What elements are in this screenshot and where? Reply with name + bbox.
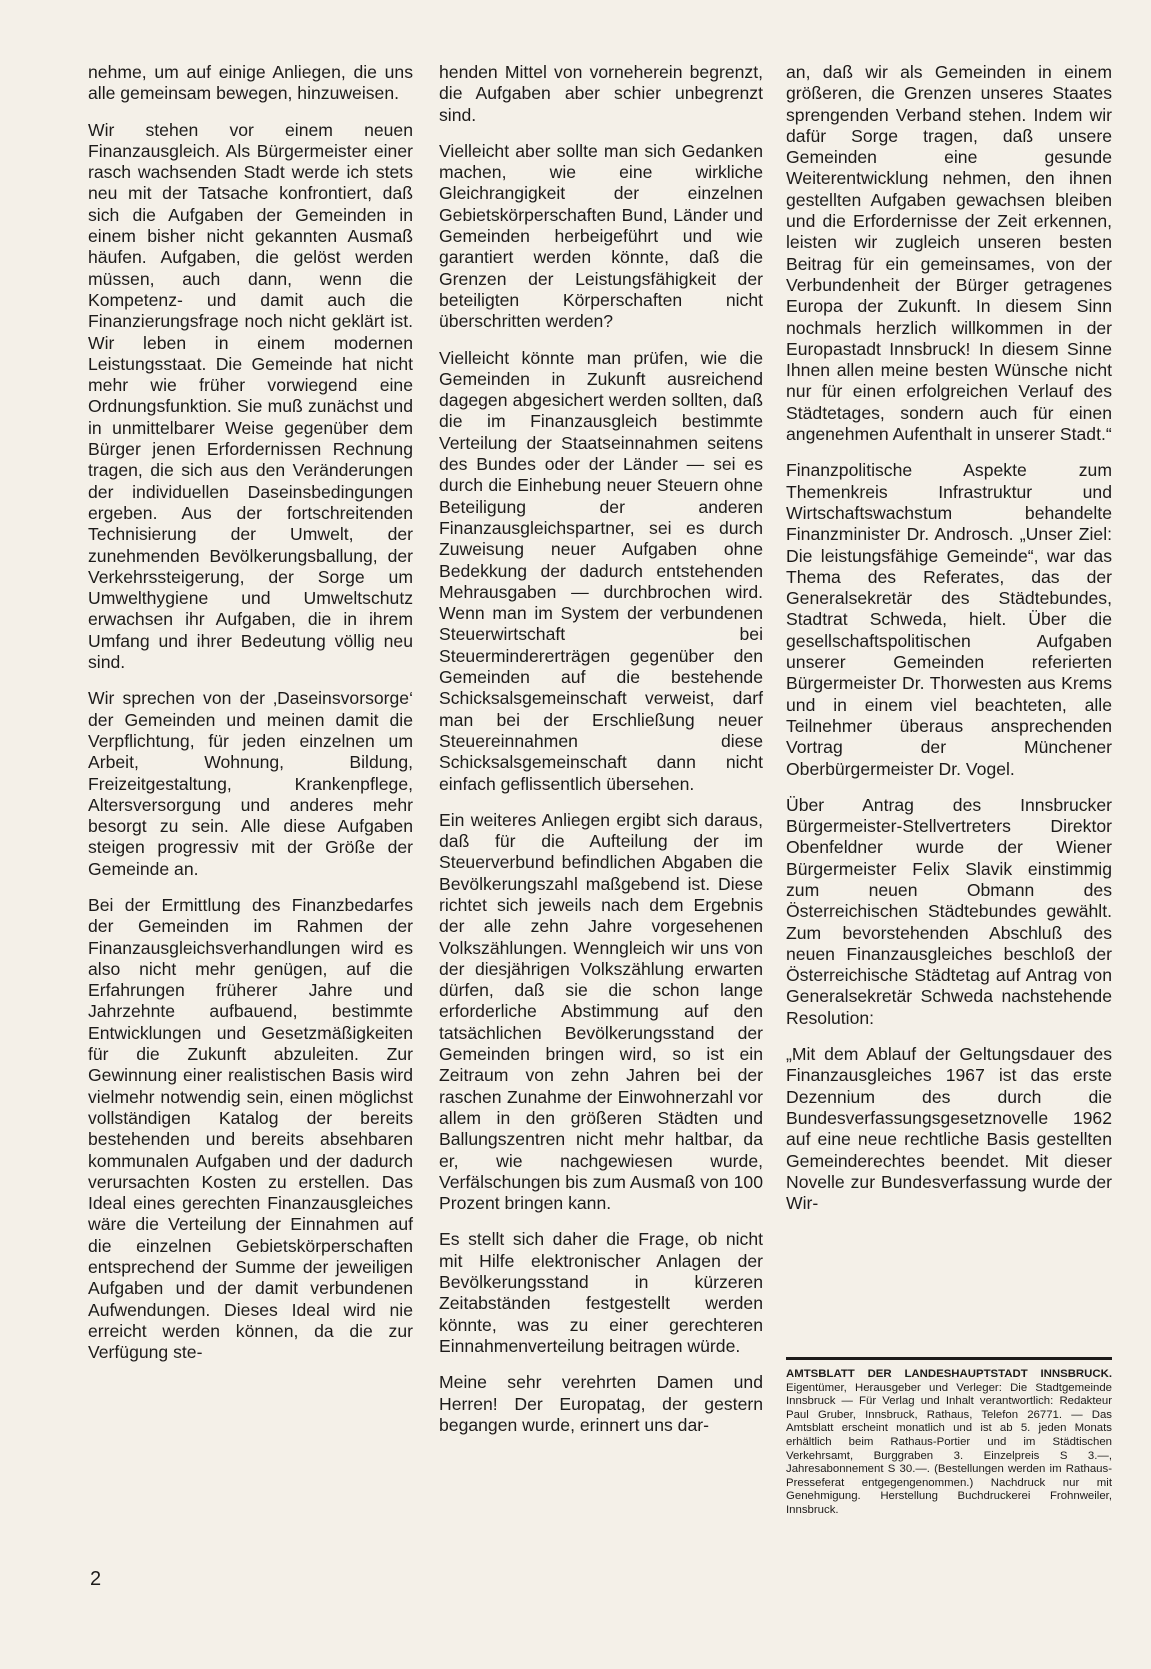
paragraph: Vielleicht könnte man prüfen, wie die Gemeinden in Zukunft ausreichend dagegen abgesichert werden sollten, daß die im Finanzausgleich bestimmte Verteilung der Staatseinnahmen seitens des Bundes oder der Länder — sei es durch die Einhebung neuer Steuern ohne Beteiligung der anderen Finanzausgleichspartner, sei es durch Zuweisung neuer Aufgaben ohne Bedekkung der dadurch entstehenden Mehrausgaben — durchbrochen wird. Wenn man im System der verbundenen Steuerwirtschaft bei Steuermindererträgen gegenüber den Gemeinden auf die bestehende Schicksalsgemeinschaft verweist, darf man bei der Erschließung neuer Steuereinnahmen diese Schicksalsgemeinschaft dann nicht einfach geflissentlich übersehen.	[439, 347, 763, 794]
paragraph: Bei der Ermittlung des Finanzbedarfes der Gemeinden im Rahmen der Finanzausgleichsverhandlungen wird es also nicht mehr genügen, auf die Erfahrungen früherer Jahre und Jahrzehnte aufbauend, bestimmte Entwicklungen und Gesetzmäßigkeiten für die Zukunft abzuleiten. Zur Gewinnung einer realistischen Basis wird vielmehr notwendig sein, einen möglichst vollständigen Katalog der bereits bestehenden und bereits absehbaren kommunalen Aufgaben und der dadurch verursachten Kosten zu erstellen. Das Ideal eines gerechten Finanzausgleiches wäre die Verteilung der Einnahmen auf die einzelnen Gebietskörperschaften entsprechend der Summe der jeweiligen Aufgaben und der damit verbundenen Aufwendungen. Dieses Ideal wird nie erreicht werden können, da die zur Verfügung ste-	[88, 894, 413, 1363]
paragraph: Vielleicht aber sollte man sich Gedanken machen, wie eine wirkliche Gleichrangigkeit der einzelnen Gebietskörperschaften Bund, Länder und Gemeinden herbeigeführt und wie garantiert werden könnte, daß die Grenzen der Leistungsfähigkeit der beteiligten Körperschaften nicht überschritten werden?	[439, 140, 763, 332]
paragraph: Wir stehen vor einem neuen Finanzausgleich. Als Bürgermeister einer rasch wachsenden Stadt werde ich stets neu mit der Tatsache konfrontiert, daß sich die Aufgaben der Gemeinden in einem bisher nicht gekannten Ausmaß häufen. Aufgaben, die gelöst werden müssen, auch dann, wenn die Kompetenz- und damit auch die Finanzierungsfrage noch nicht geklärt ist. Wir leben in einem modernen Leistungsstaat. Die Gemeinde hat nicht mehr wie früher vorwiegend eine Ordnungsfunktion. Sie muß zunächst und in unmittelbarer Weise gegenüber dem Bürger jenen Erfordernissen Rechnung tragen, die sich aus den Veränderungen der individuellen Daseinsbedingungen ergeben. Aus der fortschreitenden Technisierung der Umwelt, der zunehmenden Bevölkerungsballung, der Verkehrssteigerung, der Sorge um Umwelthygiene und Umweltschutz erwachsen ihr Aufgaben, die in ihrem Umfang und ihrer Bedeutung völlig neu sind.	[88, 119, 413, 673]
paragraph: nehme, um auf einige Anliegen, die uns alle gemeinsam bewegen, hinzuweisen.	[88, 62, 413, 104]
imprint-divider	[786, 1357, 1112, 1360]
column-3	[786, 62, 1112, 1229]
imprint-title: AMTSBLATT DER LANDESHAUPTSTADT INNSBRUCK.	[786, 1368, 1112, 1380]
paragraph: Ein weiteres Anliegen ergibt sich daraus, daß für die Aufteilung der im Steuerverbund befindlichen Abgaben die Bevölkerungszahl maßgebend ist. Diese richtet sich jeweils nach dem Ergebnis der alle zehn Jahre vorgesehenen Volkszählungen. Wenngleich wir uns von der diesjährigen Volkszählung erwarten dürfen, daß sie die schon lange erforderliche Abstimmung auf den tatsächlichen Bevölkerungsstand der Gemeinden bringen wird, so ist ein Zeitraum von zehn Jahren bei der raschen Zunahme der Einwohnerzahl vor allem in den größeren Städten und Ballungszentren nicht mehr haltbar, da er, wie nachgewiesen wurde, Verfälschungen bis zum Ausmaß von 100 Prozent bringen kann.	[439, 809, 763, 1214]
paragraph: Wir sprechen von der ‚Daseinsvorsorge‘ der Gemeinden und meinen damit die Verpflichtung, für jeden einzelnen um Arbeit, Wohnung, Bildung, Freizeitgestaltung, Krankenpflege, Altersversorgung und anderes mehr besorgt zu sein. Alle diese Aufgaben steigen progressiv mit der Größe der Gemeinde an.	[88, 688, 413, 879]
paragraph: „Mit dem Ablauf der Geltungsdauer des Finanzausgleiches 1967 ist das erste Dezennium des durch die Bundesverfassungsgesetznovelle 1962 auf eine neue rechtliche Basis gestellten Gemeinderechtes beendet. Mit dieser Novelle zur Bundesverfassung wurde der Wir-	[786, 1044, 1112, 1214]
paragraph: Über Antrag des Innsbrucker Bürgermeister-Stellvertreters Direktor Obenfeldner wurde der Wiener Bürgermeister Felix Slavik einstimmig zum neuen Obmann des Österreichischen Städtebundes gewählt. Zum bevorstehenden Abschluß des neuen Finanzausgleiches beschloß der Österreichische Städtetag auf Antrag von Generalsekretär Schweda nachstehende Resolution:	[786, 794, 1112, 1028]
page-number: 2	[90, 1568, 102, 1590]
column-1	[88, 62, 413, 1379]
imprint-text: Eigentümer, Herausgeber und Verleger: Die Stadtgemeinde Innsbruck — Für Verlag und Inhalt verantwortlich: Redakteur Paul Gruber, Innsbruck, Rathaus, Telefon 26771. — Das Amtsblatt erscheint monatlich und ist ab 5. jeden Monats erhältlich beim Rathaus-Portier und im Städtischen Verkehrsamt, Burggraben 3. Einzelpreis S 3.—, Jahresabonnement S 30.—. (Bestellungen werden im Rathaus-Presseferat entgegengenommen.) Nachdruck nur mit Genehmigung. Herstellung Buchdruckerei Frohnweiler, Innsbruck.	[786, 1381, 1112, 1516]
paragraph: Meine sehr verehrten Damen und Herren! Der Europatag, der gestern begangen wurde, erinnert uns dar-	[439, 1372, 763, 1435]
imprint	[786, 1368, 1112, 1518]
paragraph: Es stellt sich daher die Frage, ob nicht mit Hilfe elektronischer Anlagen der Bevölkerungsstand in kürzeren Zeitabständen festgestellt werden könnte, was zu einer gerechteren Einnahmenverteilung beitragen würde.	[439, 1229, 763, 1356]
paragraph: an, daß wir als Gemeinden in einem größeren, die Grenzen unseres Staates sprengenden Verband stehen. Indem wir dafür Sorge tragen, daß unsere Gemeinden eine gesunde Weiterentwicklung nehmen, den ihnen gestellten Aufgaben gewachsen bleiben und die Erfordernisse der Zeit erkennen, leisten wir zugleich unseren besten Beitrag für ein gemeinsames, von der Verbundenheit der Bürger getragenes Europa der Zukunft. In diesem Sinn nochmals herzlich willkommen in der Europastadt Innsbruck! In diesem Sinne Ihnen allen meine besten Wünsche nicht nur für einen erfolgreichen Verlauf des Städtetages, sondern auch für einen angenehmen Aufenthalt in unserer Stadt.“	[786, 62, 1112, 445]
paragraph: Finanzpolitische Aspekte zum Themenkreis Infrastruktur und Wirtschaftswachstum behandelte Finanzminister Dr. Androsch. „Unser Ziel: Die leistungsfähige Gemeinde“, war das Thema des Referates, das der Generalsekretär des Städtebundes, Stadtrat Schweda, hielt. Über die gesellschaftspolitischen Aufgaben unserer Gemeinden referierten Bürgermeister Dr. Thorwesten aus Krems und in einem viel beachteten, alle Teilnehmer überaus ansprechenden Vortrag der Münchener Oberbürgermeister Dr. Vogel.	[786, 460, 1112, 779]
paragraph: henden Mittel von vorneherein begrenzt, die Aufgaben aber schier unbegrenzt sind.	[439, 62, 763, 125]
column-2	[439, 62, 763, 1451]
